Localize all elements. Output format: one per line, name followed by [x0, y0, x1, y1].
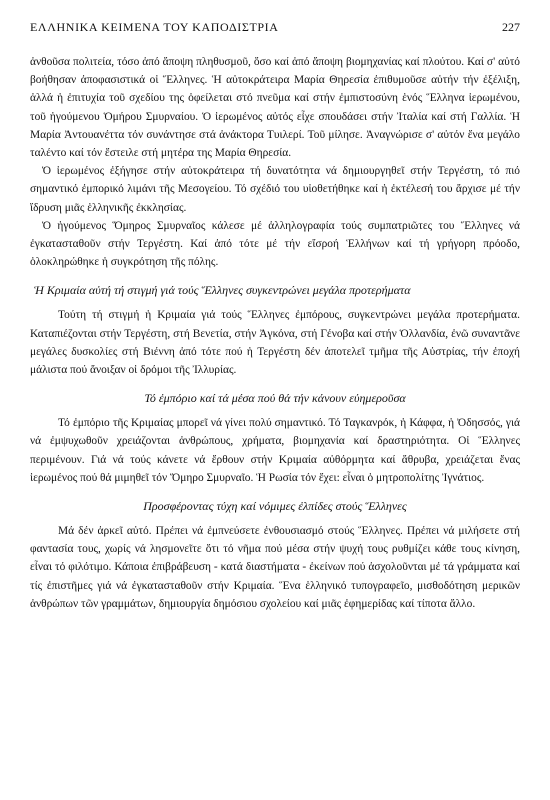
page-number: 227	[502, 20, 520, 34]
running-title: ΕΛΛΗΝΙΚΑ ΚΕΙΜΕΝΑ ΤΟΥ ΚΑΠΟΔΙΣΤΡΙΑ	[30, 20, 279, 34]
section-heading-2: Τό ἐμπόριο καί τά μέσα πού θά τήν κάνουν εὐημεροῦσα	[144, 391, 406, 406]
paragraph-1: ἀνθοῦσα πολιτεία, τόσο ἀπό ἄποψη πληθυσμοῦ, ὅσο καί ἀπό ἄποψη βιομηχανίας καί πλούτου. Καί σ' αὐτό βοήθησαν ἀποφασιστικά οἱ Ἕλληνες. Ἡ αὐτοκράτειρα Μαρία Θηρεσία ἐπιθυμοῦσε αὐτήν τήν ἐξέλιξη, ἀλλά ἡ ἐπιτυχία τοῦ σχεδίου της ὀφείλεται στό πνεῦμα καί στήν ἐμπιστοσύνη ἑνός Ἕλληνα ἱερωμένου, τοῦ ἡγούμενου Ὁμήρου Σμυρναίου. Ὁ ἱερωμένος αὐτός εἶχε σπουδάσει στήν Ἰταλία καί στή Γαλλία. Ἡ Μαρία Ἀντουανέττα τόν συνάντησε στά ἀνάκτορα Τυιλερί. Τοῦ μίλησε. Ἀναγνώρισε σ' αὐτόν ἕνα μεγάλο ταλέντο καί τόν ἔστειλε στή μητέρα της Μαρία Θηρεσία.	[30, 56, 520, 160]
paragraph-3: Ὁ ἡγούμενος Ὅμηρος Σμυρναῖος κάλεσε μέ ἀλληλογραφία τούς συμπατριῶτες του Ἕλληνες νά ἐγκατασταθοῦν στήν Τεργέστη. Καί ἀπό τότε μέ τήν εἴσροή Ἑλλήνων καί τή γρήγορη πρόοδο, ὁλοκληρώθηκε ἡ συγκρότηση τῆς πόλης.	[30, 219, 520, 269]
paragraph-5: Τό ἐμπόριο τῆς Κριμαίας μπορεῖ νά γίνει πολύ σημαντικό. Τό Ταγκανρόκ, ἡ Κάφφα, ἡ Ὀδησσός, γιά νά ἐμψυχωθοῦν χρειάζονται ἀνθρώπους, χρήματα, βιομηχανία καί δραστηριότητα. Οἱ Ἕλληνες περιμένουν. Γιά νά τούς κάνετε νά ἔρθουν στήν Κριμαία αὐθόρμητα καί ἄθρυβα, χρειάζεται ἕνας ἱερωμένος πού θά μιμηθεῖ τόν Ὅμηρο Σμυρναῖο. Ἡ Ρωσία τόν ἔχει: εἶναι ὁ μητροπολίτης Ἰγνάτιος.	[30, 417, 520, 484]
section-heading-1: Ἡ Κριμαία αὐτή τή στιγμή γιά τούς Ἕλληνες συγκεντρώνει μεγάλα προτερήματα	[34, 283, 411, 298]
running-header	[30, 20, 520, 35]
paragraph-4: Τούτη τή στιγμή ἡ Κριμαία γιά τούς Ἕλληνες ἐμπόρους, συγκεντρώνει μεγάλα προτερήματα. Καταπιέζονται στήν Τεργέστη, στή Βενετία, στήν Ἀγκόνα, στή Γένοβα καί στήν Ὁλλανδία, ἐνῶ συναντᾶνε μεγάλες δυσκολίες στή Βιέννη ἀπό τότε πού ἡ Τεργέστη δέν ἀποτελεῖ τμῆμα τῆς Αὐστρίας, τήν ἐποχή μάλιστα πού ἄνοιξαν οἱ δρόμοι τῆς Ἰλλυρίας.	[30, 309, 520, 377]
paragraph-2: Ὁ ἱερωμένος ἐξήγησε στήν αὐτοκράτειρα τή δυνατότητα νά δημιουργηθεῖ στήν Τεργέστη, τό πιό σημαντικό ἐμπορικό λιμάνι τῆς Μεσογείου. Τό σχέδιό του υἱοθετήθηκε καί ἡ ἐκτέλεσή του ἄρχισε μέ τήν ἵδρυση μιᾶς ἑλληνικῆς ἐκκλησίας.	[30, 165, 520, 214]
section-heading-3: Προσφέροντας τύχη καί νόμιμες ἐλπίδες στούς Ἕλληνες	[143, 499, 407, 514]
paragraph-6: Μά δέν ἀρκεῖ αὐτό. Πρέπει νά ἐμπνεύσετε ἐνθουσιασμό στούς Ἕλληνες. Πρέπει νά μιλήσετε στή φαντασία τους, χωρίς νά λησμονεῖτε ὅτι τό νῆμα πού μέσα στήν ψυχή τους ρυθμίζει κάθε τους κίνηση, εἶναι τό φιλότιμο. Κάποια ἐπιβράβευση - κατά διαστήματα - ἐκείνων πού ἀσχολοῦνται μέ τά γράμματα καί τίς ἐπιστῆμες γιά νά ἐγκατασταθοῦν στήν Κριμαία. Ἕνα ἑλληνικό τυπογραφεῖο, μισθοδότηση μερικῶν ἀνθρώπων τῶν γραμμάτων, δημιουργία δημόσιου σχολείου καί μιᾶς ἐφημερίδας καί τίποτα ἄλλο.	[30, 525, 520, 610]
